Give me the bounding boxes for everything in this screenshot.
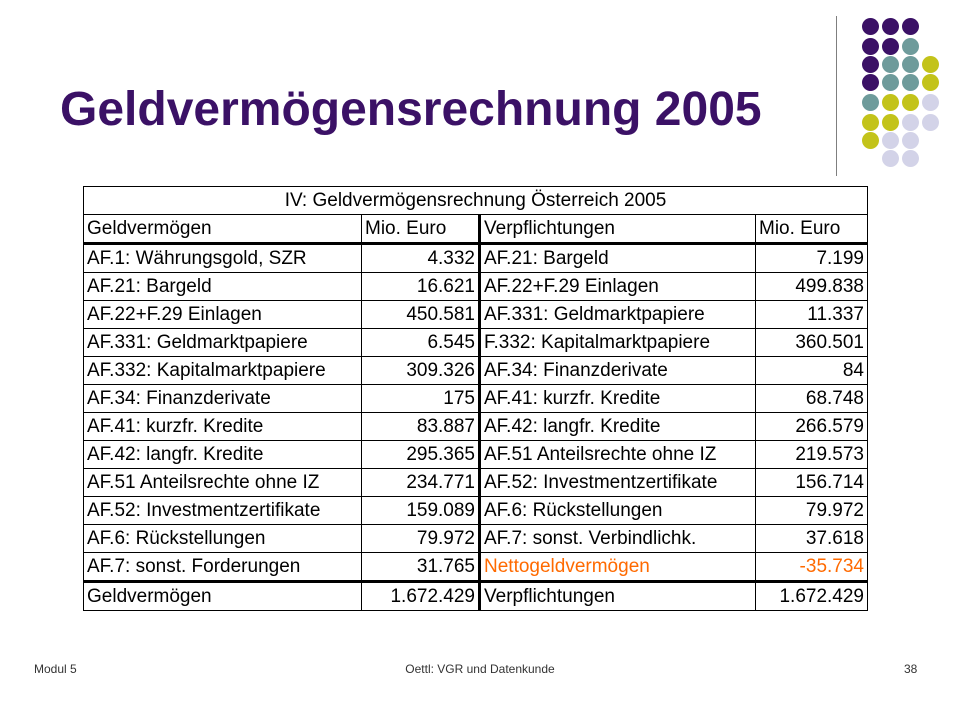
table-row (84, 329, 868, 357)
asset-value: 159.089 (362, 497, 480, 525)
asset-label: AF.332: Kapitalmarktpapiere (84, 357, 362, 385)
liability-label: AF.7: sonst. Verbindlichk. (480, 525, 756, 553)
decorative-dot (882, 56, 899, 73)
liability-value: 79.972 (756, 497, 868, 525)
decorative-dot (882, 150, 899, 167)
decorative-dot (862, 132, 879, 149)
decorative-dot (902, 114, 919, 131)
asset-value: 83.887 (362, 413, 480, 441)
decorative-dot (882, 94, 899, 111)
liability-label: AF.6: Rückstellungen (480, 497, 756, 525)
asset-value: 175 (362, 385, 480, 413)
table-header-row (84, 215, 868, 244)
decorative-dot (862, 56, 879, 73)
liability-label: AF.34: Finanzderivate (480, 357, 756, 385)
asset-label: AF.7: sonst. Forderungen (84, 553, 362, 582)
decorative-dot (902, 74, 919, 91)
table-row (84, 413, 868, 441)
asset-value: 4.332 (362, 244, 480, 273)
liability-label: AF.21: Bargeld (480, 244, 756, 273)
decorative-dot (862, 114, 879, 131)
asset-value: 1.672.429 (362, 582, 480, 611)
header-liabilities-unit: Mio. Euro (756, 215, 868, 244)
liability-value: 11.337 (756, 301, 868, 329)
asset-value: 79.972 (362, 525, 480, 553)
decorative-dot (902, 94, 919, 111)
asset-label: Geldvermögen (84, 582, 362, 611)
asset-value: 295.365 (362, 441, 480, 469)
liability-label: AF.51 Anteilsrechte ohne IZ (480, 441, 756, 469)
liability-value: 7.199 (756, 244, 868, 273)
table-row (84, 553, 868, 582)
decorative-dot (902, 18, 919, 35)
liability-label: AF.42: langfr. Kredite (480, 413, 756, 441)
liability-label: AF.41: kurzfr. Kredite (480, 385, 756, 413)
decorative-dot (902, 56, 919, 73)
asset-label: AF.51 Anteilsrechte ohne IZ (84, 469, 362, 497)
table-row (84, 469, 868, 497)
decorative-dot (922, 74, 939, 91)
asset-value: 16.621 (362, 273, 480, 301)
asset-label: AF.331: Geldmarktpapiere (84, 329, 362, 357)
asset-value: 309.326 (362, 357, 480, 385)
asset-value: 450.581 (362, 301, 480, 329)
asset-label: AF.41: kurzfr. Kredite (84, 413, 362, 441)
decorative-dot (862, 74, 879, 91)
liability-value: 37.618 (756, 525, 868, 553)
financial-table (83, 186, 868, 611)
decorative-dot (922, 94, 939, 111)
divider-line (836, 16, 837, 176)
liability-label: AF.22+F.29 Einlagen (480, 273, 756, 301)
decorative-dot (882, 38, 899, 55)
decorative-dot (902, 150, 919, 167)
asset-label: AF.22+F.29 Einlagen (84, 301, 362, 329)
decorative-dot (862, 18, 879, 35)
page-number: 38 (904, 662, 918, 676)
decorative-dot (882, 18, 899, 35)
totals-row (84, 582, 868, 611)
header-assets-unit: Mio. Euro (362, 215, 480, 244)
liability-label: AF.331: Geldmarktpapiere (480, 301, 756, 329)
liability-value: 1.672.429 (756, 582, 868, 611)
table-row (84, 525, 868, 553)
decorative-dot (882, 114, 899, 131)
liability-value: 499.838 (756, 273, 868, 301)
header-liabilities: Verpflichtungen (480, 215, 756, 244)
header-assets: Geldvermögen (84, 215, 362, 244)
decorative-dot (882, 132, 899, 149)
table-caption: IV: Geldvermögensrechnung Österreich 2005 (84, 187, 868, 215)
liability-value: 219.573 (756, 441, 868, 469)
asset-value: 31.765 (362, 553, 480, 582)
asset-label: AF.21: Bargeld (84, 273, 362, 301)
decorative-dot (902, 132, 919, 149)
table-row (84, 441, 868, 469)
asset-label: AF.42: langfr. Kredite (84, 441, 362, 469)
liability-label: AF.52: Investmentzertifikate (480, 469, 756, 497)
table-row (84, 497, 868, 525)
liability-value: 68.748 (756, 385, 868, 413)
asset-value: 6.545 (362, 329, 480, 357)
liability-value: -35.734 (756, 553, 868, 582)
table-row (84, 357, 868, 385)
table-row (84, 385, 868, 413)
decorative-dot (862, 94, 879, 111)
asset-value: 234.771 (362, 469, 480, 497)
asset-label: AF.1: Währungsgold, SZR (84, 244, 362, 273)
liability-value: 266.579 (756, 413, 868, 441)
liability-label: Nettogeldvermögen (480, 553, 756, 582)
table-row (84, 244, 868, 273)
liability-value: 360.501 (756, 329, 868, 357)
decorative-dot (922, 114, 939, 131)
decorative-dot (902, 38, 919, 55)
asset-label: AF.34: Finanzderivate (84, 385, 362, 413)
table-row (84, 273, 868, 301)
footer-title: Oettl: VGR und Datenkunde (405, 662, 555, 676)
decorative-dot (922, 56, 939, 73)
table-caption-row (84, 187, 868, 215)
decorative-dot (862, 38, 879, 55)
liability-label: F.332: Kapitalmarktpapiere (480, 329, 756, 357)
liability-value: 156.714 (756, 469, 868, 497)
decorative-dot (882, 74, 899, 91)
table-row (84, 301, 868, 329)
page-title: Geldvermögensrechnung 2005 (60, 83, 762, 136)
footer-module: Modul 5 (34, 662, 77, 676)
liability-value: 84 (756, 357, 868, 385)
asset-label: AF.52: Investmentzertifikate (84, 497, 362, 525)
liability-label: Verpflichtungen (480, 582, 756, 611)
asset-label: AF.6: Rückstellungen (84, 525, 362, 553)
